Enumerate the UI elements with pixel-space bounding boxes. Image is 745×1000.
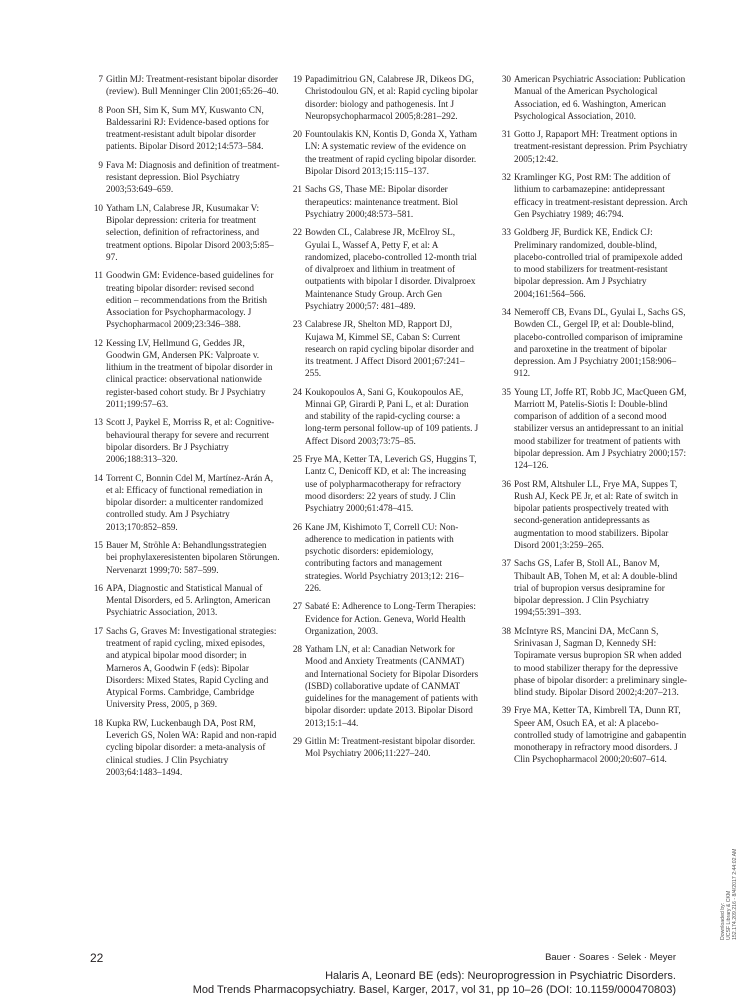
reference-number: 17 [93,625,103,636]
reference-number: 28 [292,644,302,655]
reference-number: 32 [501,172,511,183]
reference-number: 30 [501,74,511,84]
reference-text: Fava M: Diagnosis and definition of treatment-resistant depression. Biol Psychiatry 2003;53:649–659. [106,159,280,195]
reference-text: Yatham LN, Calabrese JR, Kusumakar V: Bipolar depression: criteria for treatment selection, definition of refractoriness, and treatment options. Bipolar Disord 2003;5:85–97. [106,202,274,262]
reference-item [289,128,479,177]
page-number: 22 [90,951,104,965]
reference-text: Gotto J, Rapaport MH: Treatment options in treatment-resistant depression. Prim Psychiatry 2005;12:42. [514,129,688,164]
citation-footer [193,969,676,997]
reference-item [90,416,280,465]
reference-item [289,226,479,312]
reference-item [90,472,280,533]
reference-number: 34 [501,307,511,317]
reference-number: 8 [98,104,103,115]
reference-number: 26 [292,521,302,532]
reference-number: 11 [94,270,103,281]
reference-text: Koukopoulos A, Sani G, Koukopoulos AE, Minnai GP, Girardi P, Pani L, et al: Duration and stability of the rapid-cycling course: a long-term personal follow-up of 109 patients. J Affect Disord 2003;73:75–85. [305,386,479,446]
download-notice [720,849,739,940]
reference-item [90,269,280,330]
reference-item [498,306,688,380]
reference-item [90,625,280,711]
reference-number: 10 [93,202,103,213]
reference-number: 13 [93,417,103,428]
reference-text: American Psychiatric Association: Publication Manual of the American Psychological Association, ed 6. Washington, American Psychological Association, 2010. [514,74,686,121]
reference-item [498,73,688,122]
reference-item [90,104,280,153]
reference-number: 7 [98,74,103,84]
reference-number: 20 [292,129,302,140]
reference-number: 21 [292,184,302,195]
reference-item [90,539,280,576]
reference-text: Goodwin GM: Evidence-based guidelines for treating bipolar disorder: revised second edition – recommendations from the British Association for Psychopharmacology. J Psychopharmacol 2009;23:346–388. [106,270,274,330]
reference-item [90,582,280,619]
reference-text: Young LT, Joffe RT, Robb JC, MacQueen GM, Marriott M, Patelis-Siotis I: Double-blind comparison of addition of a second mood stabilizer versus an antidepressant to an initial mood stabilizer for treatment of patients with bipolar depression. Am J Psychiatry 2000;157: 124–126. [514,386,687,471]
reference-text: Gitlin MJ: Treatment-resistant bipolar disorder (review). Bull Menninger Clin 2001;65:26–40. [106,74,279,97]
reference-text: Sabaté E: Adherence to Long-Term Therapies: Evidence for Action. Geneva, World Health Organization, 2003. [305,601,476,636]
reference-number: 31 [501,129,511,140]
reference-item [498,557,688,618]
reference-number: 15 [93,540,103,550]
reference-number: 33 [501,227,511,238]
reference-number: 27 [292,601,302,612]
reference-number: 23 [292,319,302,330]
reference-number: 39 [501,705,511,716]
reference-text: Sachs G, Graves M: Investigational strategies: treatment of rapid cycling, mixed episodes, and atypical bipolar mood disorder; in Marneros A, Goodwin F (eds): Bipolar Disorders: Mixed States, Rapid Cycling and Atypical Forms. Cambridge, Cambridge University Press, 2005, p 369. [106,625,277,710]
reference-item [90,73,280,98]
download-notice-line-1: Downloaded by: [720,902,726,940]
reference-text: Frye MA, Ketter TA, Leverich GS, Huggins T, Lantz C, Denicoff KD, et al: The increasing use of polypharmacotherapy for refractory mood disorders: 22 years of study. J Clin Psychiatry 2000;61:478–415. [305,454,477,514]
reference-text: Sachs GS, Lafer B, Stoll AL, Banov M, Thibault AB, Tohen M, et al: A double-blind trial of bupropion versus desipramine for bipolar depression. J Clin Psychiatry 1994;55:391–393. [514,558,678,618]
references-column-3 [498,73,688,772]
reference-item [498,625,688,699]
reference-text: Fountoulakis KN, Kontis D, Gonda X, Yatham LN: A systematic review of the evidence on the treatment of rapid cycling bipolar disorder. Bipolar Disord 2013;15:115–137. [305,129,478,176]
reference-text: Kane JM, Kishimoto T, Correll CU: Non-adherence to medication in patients with psychotic disorders: epidemiology, contributing factors and management strategies. World Psychiatry 2013;12: 216–226. [305,521,464,593]
reference-item [289,521,479,595]
reference-number: 29 [292,736,302,747]
reference-item [90,337,280,411]
reference-text: Frye MA, Ketter TA, Kimbrell TA, Dunn RT, Speer AM, Osuch EA, et al: A placebo-controlled study of lamotrigine and gabapentin monotherapy in refractory mood disorders. J Clin Psychopharmacol 2000;20:607–614. [514,705,687,765]
references-column-2 [289,73,479,766]
references-column-1 [90,73,280,784]
reference-number: 25 [292,454,302,465]
download-notice-line-3: 152.174.209.216 - 8/4/2017 2:44:02 AM [732,848,739,940]
reference-text: Nemeroff CB, Evans DL, Gyulai L, Sachs GS, Bowden CL, Gergel IP, et al: Double-blind, placebo-controlled comparison of imipramine and paroxetine in the treatment of bipolar depression. Am J Psychiatry 2001;158:906–912. [514,307,686,379]
reference-number: 37 [501,558,511,569]
reference-text: Torrent C, Bonnin Cdel M, Martínez-Arán A, et al: Efficacy of functional remediation in bipolar disorder: a multicenter randomized controlled study. Am J Psychiatry 2013;170:852–859. [106,472,273,532]
reference-number: 18 [93,717,103,728]
reference-item [289,735,479,760]
reference-number: 22 [292,227,302,238]
reference-text: McIntyre RS, Mancini DA, McCann S, Srinivasan J, Sagman D, Kennedy SH: Topiramate versus bupropion SR when added to mood stabilizer therapy for the depressive phase of bipolar disorder: a preliminary single-blind study. Bipolar Disord 2002;4:207–213. [514,625,687,697]
citation-line-2: Mod Trends Pharmacopsychiatry. Basel, Karger, 2017, vol 31, pp 10–26 (DOI: 10.1159/000470803) [192,984,676,996]
reference-number: 12 [93,337,103,348]
reference-item [90,717,280,778]
reference-item [498,478,688,552]
reference-number: 9 [98,159,103,170]
reference-text: APA, Diagnostic and Statistical Manual of Mental Disorders, ed 5. Arlington, American Psychiatric Association, 2013. [106,582,271,618]
reference-number: 19 [292,74,302,84]
reference-item [498,704,688,765]
reference-text: Papadimitriou GN, Calabrese JR, Dikeos DG, Christodoulou GN, et al: Rapid cycling bipolar disorder: biology and pathogenesis. Int J Neuropsychopharmacol 2005;8:281–292. [305,74,478,121]
reference-text: Sachs GS, Thase ME: Bipolar disorder therapeutics: maintenance treatment. Biol Psychiatry 2000;48:573–581. [305,184,459,219]
reference-text: Poon SH, Sim K, Sum MY, Kuswanto CN, Baldessarini RJ: Evidence-based options for treatment-resistant adult bipolar disorder patients. Bipolar Disord 2012;14:573–584. [106,104,269,152]
reference-item [498,226,688,300]
reference-number: 38 [501,625,511,636]
reference-number: 16 [93,582,103,593]
reference-text: Bauer M, Ströhle A: Behandlungsstrategien bei prophylaxeresistenten bipolaren Störungen. Nervenarzt 1999;70: 587–599. [106,540,280,575]
reference-item [289,643,479,729]
reference-number: 14 [93,472,103,483]
reference-text: Kupka RW, Luckenbaugh DA, Post RM, Leverich GS, Nolen WA: Rapid and non-rapid cycling bipolar disorder: a meta-analysis of clinical studies. J Clin Psychiatry 2003;64:1483–1494. [106,717,277,777]
reference-item [289,183,479,220]
download-notice-line-2: UCSF Library & CKM [726,890,733,940]
reference-item [90,202,280,263]
reference-text: Goldberg JF, Burdick KE, Endick CJ: Preliminary randomized, double-blind, placebo-controlled trial of pramipexole added to mood stabilizers for treatment-resistant bipolar depression. Am J Psychiatry 2004;161:564–566. [514,227,683,299]
running-authors: Bauer · Soares · Selek · Meyer [545,952,676,963]
reference-text: Bowden CL, Calabrese JR, McElroy SL, Gyulai L, Wassef A, Petty F, et al: A randomized, placebo-controlled 12-month trial of divalproex and lithium in treatment of outpatients with bipolar I disorder. Divalproex Maintenance Study Group. Arch Gen Psychiatry 2000;57: 481–489. [305,227,477,311]
reference-number: 35 [501,386,511,397]
reference-item [289,318,479,379]
reference-item [289,386,479,447]
reference-text: Kramlinger KG, Post RM: The addition of lithium to carbamazepine: antidepressant efficacy in treatment-resistant depression. Arch Gen Psychiatry 1989; 46:794. [514,172,688,219]
reference-item [498,128,688,165]
reference-text: Kessing LV, Hellmund G, Geddes JR, Goodwin GM, Andersen PK: Valproate v. lithium in the treatment of bipolar disorder in clinical practice: observational nationwide register-based cohort study. Br J Psychiatry 2011;199:57–63. [106,337,273,409]
reference-item [498,171,688,220]
reference-text: Scott J, Paykel E, Morriss R, et al: Cognitive-behavioural therapy for severe and recurrent bipolar disorders. Br J Psychiatry 2006;188:313–320. [106,417,275,465]
reference-number: 24 [292,386,302,397]
reference-item [498,386,688,472]
reference-item [289,453,479,514]
reference-item [289,73,479,122]
reference-number: 36 [501,478,511,489]
reference-text: Calabrese JR, Shelton MD, Rapport DJ, Kujawa M, Kimmel SE, Caban S: Current research on rapid cycling bipolar disorder and its treatment. J Affect Disord 2001;67:241–255. [305,319,474,379]
reference-text: Post RM, Altshuler LL, Frye MA, Suppes T, Rush AJ, Keck PE Jr, et al: Rate of switch in bipolar patients prospectively treated with second-generation antidepressants as augmentation to mood stabilizers. Bipolar Disord 2001;3:259–265. [514,478,678,550]
citation-line-1: Halaris A, Leonard BE (eds): Neuroprogression in Psychiatric Disorders. [325,970,676,982]
reference-item [90,159,280,196]
reference-text: Gitlin M: Treatment-resistant bipolar disorder. Mol Psychiatry 2006;11:227–240. [305,736,476,759]
reference-item [289,600,479,637]
reference-text: Yatham LN, et al: Canadian Network for Mood and Anxiety Treatments (CANMAT) and International Society for Bipolar Disorders (ISBD) collaborative update of CANMAT guidelines for the management of patients with bipolar disorder: update 2013. Bipolar Disord 2013;15:1–44. [305,644,479,728]
